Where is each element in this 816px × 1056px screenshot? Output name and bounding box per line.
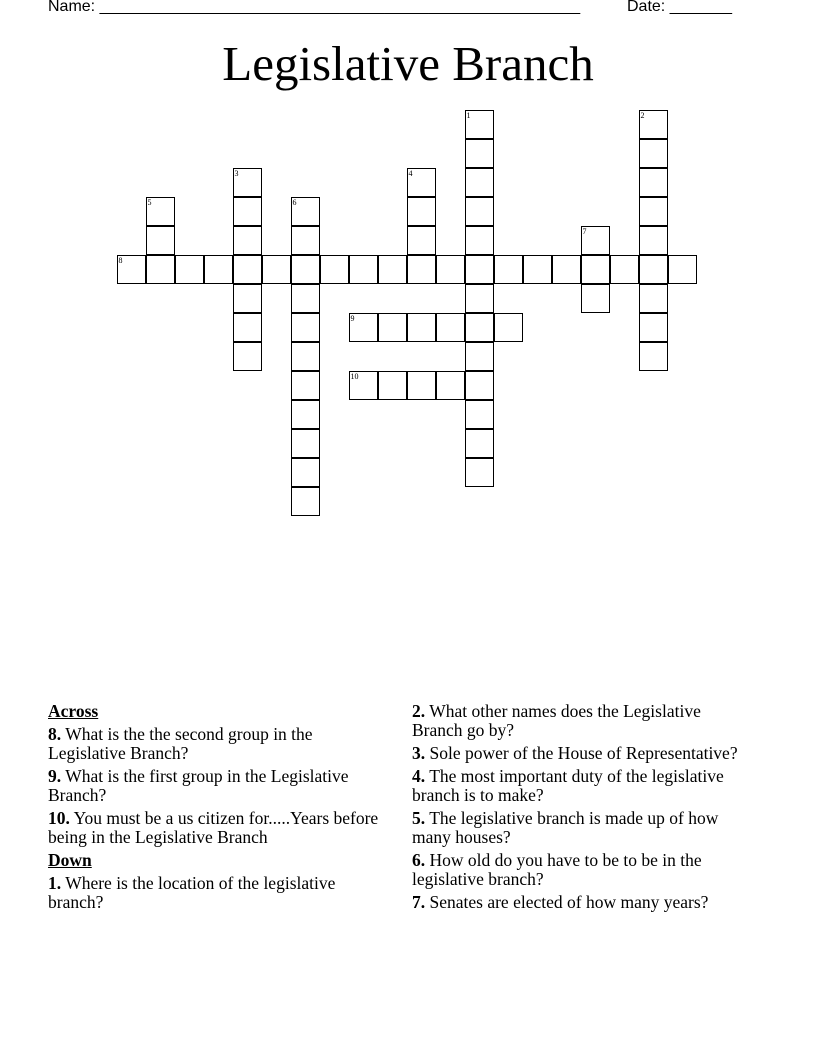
crossword-cell[interactable]	[436, 313, 465, 342]
crossword-cell[interactable]	[407, 255, 436, 284]
crossword-cell[interactable]	[581, 226, 610, 255]
crossword-cell[interactable]	[291, 342, 320, 371]
crossword-cell[interactable]	[262, 255, 291, 284]
cell-number: 7	[582, 226, 587, 236]
crossword-cell[interactable]	[291, 371, 320, 400]
crossword-cell[interactable]	[146, 226, 175, 255]
clue-text: Where is the location of the legislative branch?	[48, 873, 336, 912]
crossword-cell[interactable]	[465, 197, 494, 226]
crossword-cell[interactable]	[581, 255, 610, 284]
crossword-cell[interactable]	[581, 284, 610, 313]
clue-number: 5.	[412, 808, 426, 828]
crossword-cell[interactable]	[465, 458, 494, 487]
clue-across-9	[48, 767, 388, 805]
crossword-cell[interactable]	[465, 313, 494, 342]
clue-across-8	[48, 725, 388, 763]
crossword-cell[interactable]	[291, 429, 320, 458]
crossword-cell[interactable]	[407, 313, 436, 342]
crossword-cell[interactable]	[639, 342, 668, 371]
clue-number: 1.	[48, 873, 62, 893]
clue-down-3	[412, 744, 752, 763]
clue-number: 9.	[48, 766, 62, 786]
crossword-cell[interactable]	[291, 313, 320, 342]
crossword-cell[interactable]	[320, 255, 349, 284]
clue-text: Sole power of the House of Representative?	[429, 743, 738, 763]
crossword-cell[interactable]	[436, 371, 465, 400]
down-heading: Down	[48, 850, 92, 870]
crossword-cell[interactable]	[175, 255, 204, 284]
crossword-cell[interactable]	[639, 139, 668, 168]
crossword-cell[interactable]	[639, 168, 668, 197]
crossword-cell[interactable]	[465, 400, 494, 429]
crossword-cell[interactable]	[465, 168, 494, 197]
crossword-cell[interactable]	[639, 197, 668, 226]
clue-down-7	[412, 893, 752, 912]
crossword-cell[interactable]	[378, 255, 407, 284]
crossword-cell[interactable]	[117, 255, 146, 284]
clue-number: 6.	[412, 850, 426, 870]
crossword-cell[interactable]	[291, 197, 320, 226]
crossword-cell[interactable]	[378, 371, 407, 400]
crossword-cell[interactable]	[465, 284, 494, 313]
crossword-cell[interactable]	[668, 255, 697, 284]
clue-text: What other names does the Legislative Branch go by?	[412, 701, 701, 740]
clue-text: Senates are elected of how many years?	[429, 892, 709, 912]
crossword-cell[interactable]	[552, 255, 581, 284]
crossword-cell[interactable]	[233, 226, 262, 255]
crossword-cell[interactable]	[407, 371, 436, 400]
crossword-cell[interactable]	[523, 255, 552, 284]
page-title: Legislative Branch	[222, 36, 594, 91]
clue-number: 7.	[412, 892, 426, 912]
clue-text: The legislative branch is made up of how many houses?	[412, 808, 719, 847]
crossword-cell[interactable]	[465, 255, 494, 284]
clue-down-1	[48, 874, 388, 912]
crossword-cell[interactable]	[465, 110, 494, 139]
crossword-cell[interactable]	[291, 255, 320, 284]
crossword-cell[interactable]	[610, 255, 639, 284]
crossword-cell[interactable]	[291, 458, 320, 487]
crossword-cell[interactable]	[233, 197, 262, 226]
clue-text: How old do you have to be to be in the legislative branch?	[412, 850, 702, 889]
clues-left-column	[48, 702, 388, 916]
clue-text: The most important duty of the legislative branch is to make?	[412, 766, 724, 805]
clue-number: 2.	[412, 701, 426, 721]
clue-down-2	[412, 702, 752, 740]
clue-down-5	[412, 809, 752, 847]
crossword-cell[interactable]	[494, 255, 523, 284]
crossword-cell[interactable]	[291, 400, 320, 429]
cell-number: 2	[640, 110, 645, 120]
crossword-cell[interactable]	[639, 284, 668, 313]
crossword-cell[interactable]	[291, 226, 320, 255]
crossword-cell[interactable]	[349, 313, 378, 342]
crossword-cell[interactable]	[291, 284, 320, 313]
crossword-cell[interactable]	[146, 255, 175, 284]
clue-number: 10.	[48, 808, 70, 828]
clue-text: What is the the second group in the Legislative Branch?	[48, 724, 313, 763]
clues-right-column	[412, 702, 752, 916]
crossword-cell[interactable]	[233, 342, 262, 371]
cell-number: 4	[408, 168, 413, 178]
cell-number: 6	[292, 197, 297, 207]
clue-down-4	[412, 767, 752, 805]
crossword-cell[interactable]	[407, 168, 436, 197]
crossword-cell[interactable]	[146, 197, 175, 226]
crossword-cell[interactable]	[291, 487, 320, 516]
clue-text: You must be a us citizen for.....Years before being in the Legislative Branch	[48, 808, 379, 847]
crossword-cell[interactable]	[233, 313, 262, 342]
crossword-cell[interactable]	[465, 371, 494, 400]
cell-number: 8	[118, 255, 123, 265]
crossword-cell[interactable]	[639, 255, 668, 284]
clue-number: 3.	[412, 743, 426, 763]
date-line: Date: _______	[627, 0, 732, 15]
cell-number: 1	[466, 110, 471, 120]
across-heading: Across	[48, 701, 99, 721]
crossword-cell[interactable]	[349, 371, 378, 400]
crossword-cell[interactable]	[436, 255, 465, 284]
clue-down-6	[412, 851, 752, 889]
crossword-cell[interactable]	[465, 342, 494, 371]
clue-text: What is the first group in the Legislative Branch?	[48, 766, 349, 805]
crossword-cell[interactable]	[407, 226, 436, 255]
clue-number: 8.	[48, 724, 62, 744]
crossword-cell[interactable]	[465, 226, 494, 255]
crossword-cell[interactable]	[407, 197, 436, 226]
crossword-cell[interactable]	[204, 255, 233, 284]
crossword-cell[interactable]	[349, 255, 378, 284]
crossword-cell[interactable]	[465, 429, 494, 458]
name-line: Name: ______________________________________________________	[48, 0, 581, 15]
crossword-cell[interactable]	[233, 284, 262, 313]
crossword-cell[interactable]	[233, 255, 262, 284]
crossword-cell[interactable]	[639, 313, 668, 342]
cell-number: 9	[350, 313, 355, 323]
cell-number: 3	[234, 168, 239, 178]
cell-number: 10	[350, 371, 359, 381]
crossword-cell[interactable]	[494, 313, 523, 342]
crossword-cell[interactable]	[639, 110, 668, 139]
crossword-cell[interactable]	[639, 226, 668, 255]
clue-number: 4.	[412, 766, 426, 786]
crossword-cell[interactable]	[465, 139, 494, 168]
crossword-cell[interactable]	[233, 168, 262, 197]
cell-number: 5	[147, 197, 152, 207]
crossword-cell[interactable]	[378, 313, 407, 342]
clue-across-10	[48, 809, 388, 847]
